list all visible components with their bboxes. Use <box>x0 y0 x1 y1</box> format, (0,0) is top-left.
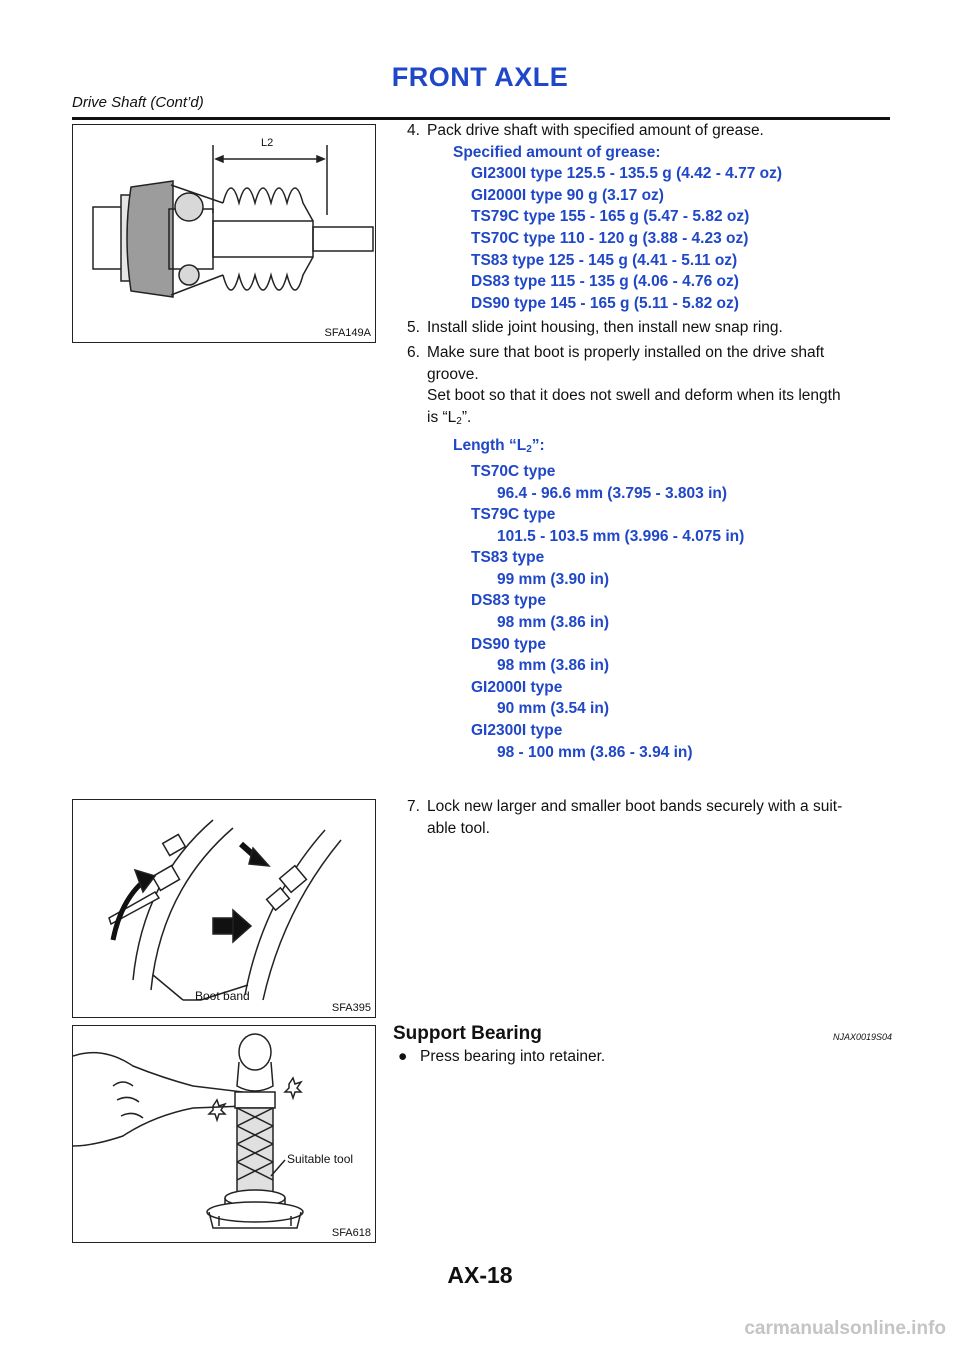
spec-item: TS83 type 125 - 145 g (4.41 - 5.11 oz) <box>471 251 738 269</box>
step-4 <box>407 120 891 142</box>
figure-drive-shaft-boot <box>72 124 376 343</box>
length-type: TS79C type <box>471 506 556 524</box>
length-value: 98 mm (3.86 in) <box>497 657 609 675</box>
figure-code: SFA149A <box>324 327 371 339</box>
length-value: 101.5 - 103.5 mm (3.996 - 4.075 in) <box>497 527 745 545</box>
section-code: NJAX0019S04 <box>832 1032 892 1042</box>
step-text: Pack drive shaft with specified amount of grease. <box>427 122 764 139</box>
drive-shaft-boot-illustration <box>73 125 375 342</box>
spec-item: GI2000I type 90 g (3.17 oz) <box>471 186 664 204</box>
length-type: DS90 type <box>471 635 546 653</box>
figure-code: SFA618 <box>331 1227 371 1239</box>
spec-item: TS79C type 155 - 165 g (5.47 - 5.82 oz) <box>471 208 750 226</box>
page-number: AX-18 <box>447 1262 513 1288</box>
step-text-set-2: is “$L_2$”. <box>427 408 472 427</box>
length-type: GI2300I type <box>471 722 563 740</box>
boot-band-illustration <box>73 800 375 1017</box>
length-type: DS83 type <box>471 592 546 610</box>
step-number: 4. <box>407 122 420 139</box>
step-number: 5. <box>407 319 420 337</box>
spec-item: DS83 type 115 - 135 g (4.06 - 4.76 oz) <box>471 273 739 291</box>
length-value: 96.4 - 96.6 mm (3.795 - 3.803 in) <box>497 484 728 502</box>
step-text: Lock new larger and smaller boot bands securely with a suit- <box>427 798 843 815</box>
section-title: Support Bearing <box>393 1023 542 1044</box>
length-type: GI2000I type <box>471 678 563 696</box>
procedure-steps-4-6 <box>407 120 891 763</box>
spec-item: DS90 type 145 - 165 g (5.11 - 5.82 oz) <box>471 294 739 312</box>
step-number: 6. <box>407 343 420 361</box>
length-type: TS70C type <box>471 462 556 480</box>
spec-item: TS70C type 110 - 120 g (3.88 - 4.23 oz) <box>471 229 749 247</box>
figure-callout: Boot band <box>195 989 250 1003</box>
length-type: TS83 type <box>471 549 545 567</box>
bullet-text: Press bearing into retainer. <box>420 1048 606 1065</box>
step-text-set: Set boot so that it does not swell and deform when its length <box>427 387 841 405</box>
watermark: carmanualsonline.info <box>744 1318 946 1339</box>
figure-callout: Suitable tool <box>287 1152 354 1166</box>
length-value: 98 - 100 mm (3.86 - 3.94 in) <box>497 743 693 761</box>
spec-item: GI2300I type 125.5 - 135.5 g (4.42 - 4.77 oz) <box>471 165 783 183</box>
figure-dimension-label: L2 <box>261 137 274 149</box>
page-subtitle: Drive Shaft (Cont’d) <box>72 94 204 111</box>
step-text-continued: able tool. <box>427 819 490 837</box>
bullet-item <box>398 1048 605 1066</box>
length-value: 98 mm (3.86 in) <box>497 614 609 632</box>
step-text: Make sure that boot is properly installed on the drive shaft <box>427 343 825 361</box>
step-6 <box>407 342 891 432</box>
procedure-step-7 <box>407 796 891 839</box>
figure-boot-band <box>72 799 376 1018</box>
length-value: 99 mm (3.90 in) <box>497 570 609 588</box>
length-value: 90 mm (3.54 in) <box>497 700 609 718</box>
spec-title: Specified amount of grease: <box>453 143 661 161</box>
bullet-icon: ● <box>398 1048 408 1065</box>
step-text-continued: groove. <box>427 365 479 383</box>
figure-support-bearing <box>72 1025 376 1243</box>
figure-code: SFA395 <box>331 1002 371 1014</box>
support-bearing-illustration <box>73 1026 375 1242</box>
length-title: Length “$L_2$”: <box>453 437 545 456</box>
step-7 <box>407 796 891 839</box>
step-text: Install slide joint housing, then install new snap ring. <box>427 319 783 337</box>
step-5 <box>407 317 891 339</box>
step-number: 7. <box>407 798 420 815</box>
page-title: FRONT AXLE <box>391 62 569 92</box>
